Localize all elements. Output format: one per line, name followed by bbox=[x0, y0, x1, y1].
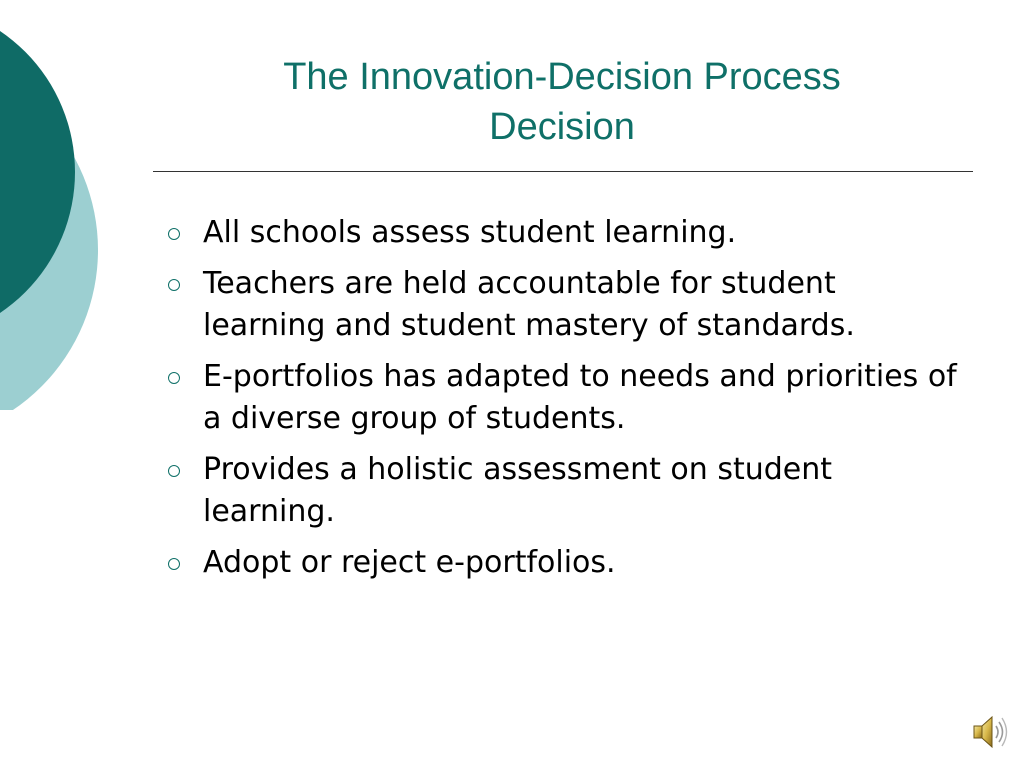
title-line-2: Decision bbox=[489, 106, 635, 148]
list-item bbox=[162, 449, 962, 533]
bullet-text: Teachers are held accountable for student learning and student mastery of standards. bbox=[203, 266, 855, 343]
decorative-circles bbox=[0, 0, 110, 410]
bullet-text: All schools assess student learning. bbox=[203, 215, 737, 250]
bullet-circle-icon bbox=[168, 372, 180, 384]
list-item bbox=[162, 356, 962, 440]
bullet-circle-icon bbox=[168, 279, 180, 291]
bullet-list bbox=[162, 212, 962, 593]
bullet-circle-icon bbox=[168, 465, 180, 477]
bullet-circle-icon bbox=[168, 558, 180, 570]
bullet-text: Provides a holistic assessment on student learning. bbox=[203, 452, 833, 529]
title-divider bbox=[153, 171, 973, 172]
bullet-circle-icon bbox=[168, 228, 180, 240]
list-item bbox=[162, 542, 962, 584]
list-item bbox=[162, 212, 962, 254]
bullet-text: Adopt or reject e-portfolios. bbox=[203, 545, 616, 580]
speaker-icon[interactable] bbox=[970, 714, 1010, 750]
slide-title bbox=[150, 52, 974, 152]
list-item bbox=[162, 263, 962, 347]
title-line-1: The Innovation-Decision Process bbox=[283, 56, 841, 98]
bullet-text: E-portfolios has adapted to needs and priorities of a diverse group of students. bbox=[203, 359, 957, 436]
